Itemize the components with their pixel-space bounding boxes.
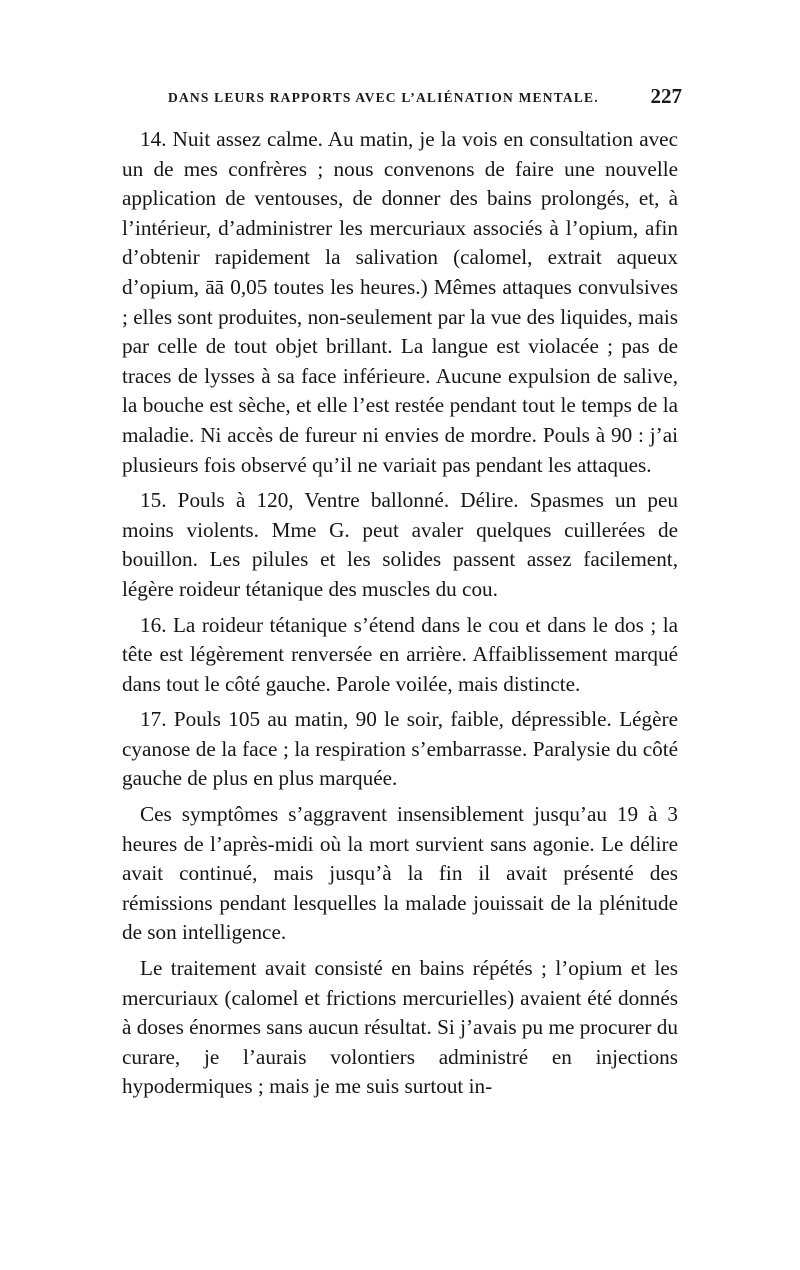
paragraph-outcome: Ces symptômes s’aggravent insensiblement jusqu’au 19 à 3 heures de l’après-midi où la mort survient sans agonie. Le délire avait continué, mais jusqu’à la fin il avait présenté des rémissions pendant lesquelles la malade jouissait de la plénitude de son intelligence. <box>122 802 678 945</box>
paragraph-treatment: Le traitement avait consisté en bains répétés ; l’opium et les mercuriaux (calomel et frictions mercurielles) avaient été donnés à doses énormes sans aucun résultat. Si j’avais pu me procurer du curare, je l’aurais volontiers administré en injections hypodermiques ; mais je me suis surtout in- <box>122 956 678 1099</box>
body-text <box>122 125 678 1102</box>
paragraph-day-16: 16. La roideur tétanique s’étend dans le cou et dans le dos ; la tête est légèrement renversée en arrière. Affaiblissement marqué dans tout le côté gauche. Parole voilée, mais distincte. <box>122 612 678 696</box>
page-number: 227 <box>650 84 682 108</box>
paragraph-day-15: 15. Pouls à 120, Ventre ballonné. Délire. Spasmes un peu moins violents. Mme G. peut avaler quelques cuillerées de bouillon. Les pilules et les solides passent assez facilement, légère roideur tétanique des muscles du cou. <box>122 488 678 601</box>
paragraph-day-17: 17. Pouls 105 au matin, 90 le soir, faible, dépressible. Légère cyanose de la face ; la respiration s’embarrasse. Paralysie du côté gauche de plus en plus marquée. <box>122 707 678 791</box>
running-head <box>122 84 682 114</box>
paragraph-day-14: 14. Nuit assez calme. Au matin, je la vois en consultation avec un de mes confrères ; nous convenons de faire une nouvelle application de ventouses, de donner des bains prolongés, et, à l’intérieur, d’administrer les mercuriaux associés à l’opium, afin d’obtenir rapidement la salivation (calomel, extrait aqueux d’opium, āā 0,05 toutes les heures.) Mêmes attaques convulsives ; elles sont produites, non-seulement par la vue des liquides, mais par celle de tout objet brillant. La langue est violacée ; pas de traces de lysses à sa face inférieure. Aucune expulsion de salive, la bouche est sèche, et elle l’est restée pendant tout le temps de la maladie. Ni accès de fureur ni envies de mordre. Pouls à 90 : j’ai plusieurs fois observé qu’il ne variait pas pendant les attaques. <box>122 127 678 477</box>
running-head-title: DANS LEURS RAPPORTS AVEC L’ALIÉNATION MENTALE. <box>168 90 599 105</box>
